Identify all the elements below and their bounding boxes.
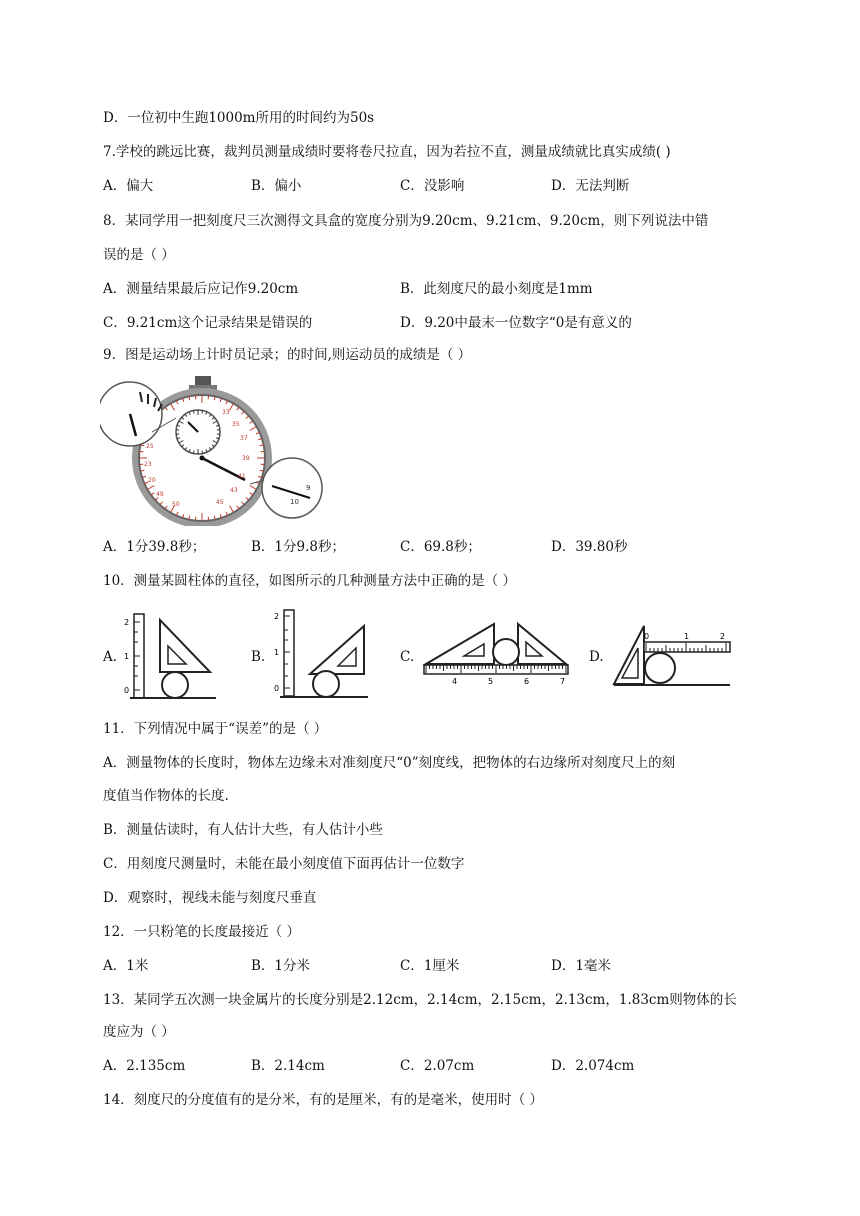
big-dial-label: 41	[238, 473, 246, 480]
zoom-label: 9	[306, 484, 311, 492]
big-dial-label: 43	[230, 487, 238, 494]
scale-label: 0	[274, 684, 280, 693]
figure-d-label: D.	[589, 649, 604, 665]
figure-c-label: C.	[400, 649, 415, 665]
question-9-stem: 9．图是运动场上计时员记录；的时间,则运动员的成绩是（ ）	[103, 347, 472, 363]
tick-mark	[202, 410, 203, 413]
question-11-option-d: D．观察时，视线未能与刻度尺垂直	[103, 890, 317, 906]
scale-label: 1	[684, 632, 690, 641]
big-dial-label: 33	[222, 409, 230, 416]
figure-a-label: A.	[103, 649, 118, 665]
stopwatch-crown	[195, 376, 211, 386]
big-dial-label: 45	[216, 499, 224, 506]
scale-label: 2	[124, 618, 130, 627]
tick-mark	[193, 410, 194, 413]
figure-b-label: B.	[251, 649, 266, 665]
question-11-option-a-line1: A．测量物体的长度时，物体左边缘未对准刻度尺“0”刻度线，把物体的右边缘所对刻度尺上的刻	[103, 755, 676, 771]
question-13-stem-line2: 度应为（ ）	[103, 1024, 175, 1040]
question-12-option-c: C．1厘米	[400, 958, 460, 974]
question-11-option-a-line2: 度值当作物体的长度.	[103, 788, 229, 804]
measure-figure-d	[608, 624, 732, 688]
question-6-option-d: D．一位初中生跑1000m所用的时间约为50s	[103, 110, 375, 126]
scale-label: 1	[124, 652, 130, 661]
tick-mark	[202, 451, 203, 454]
zoom-bubble-right	[262, 458, 322, 518]
cylinder-a	[162, 672, 188, 698]
triangle-c-right	[518, 624, 566, 664]
scale-label: 6	[524, 677, 530, 686]
scale-label: 1	[274, 648, 280, 657]
cylinder-d	[645, 653, 675, 683]
question-8-option-b: B．此刻度尺的最小刻度是1mm	[400, 281, 593, 297]
question-8-stem-line1: 8．某同学用一把刻度尺三次测得文具盒的宽度分别为9.20cm、9.21cm、9.20cm，则下列说法中错	[103, 213, 709, 229]
question-12-option-b: B．1分米	[251, 958, 311, 974]
scale-label: 0	[124, 686, 130, 695]
question-13-stem-line1: 13．某同学五次测一块金属片的长度分别是2.12cm，2.14cm，2.15cm，2.13cm，1.83cm则物体的长	[103, 992, 737, 1008]
question-13-option-a: A．2.135cm	[103, 1058, 186, 1074]
question-7-option-c: C．没影响	[400, 178, 465, 194]
question-12-option-d: D．1毫米	[551, 958, 611, 974]
question-12-stem: 12．一只粉笔的长度最接近（ ）	[103, 924, 300, 940]
big-dial-label: 23	[144, 461, 152, 468]
question-8-option-d: D．9.20中最末一位数字“0是有意义的	[400, 315, 632, 331]
measure-figure-c	[420, 620, 572, 686]
question-7-option-a: A．偏大	[103, 178, 154, 194]
big-dial-label: 39	[242, 455, 250, 462]
question-9-option-d: D．39.80秒	[551, 539, 628, 555]
question-8-stem-line2: 误的是（ ）	[103, 247, 175, 263]
question-8-option-a: A．测量结果最后应记作9.20cm	[103, 281, 299, 297]
question-7-option-b: B．偏小	[251, 178, 302, 194]
big-dial-label: 20	[148, 477, 156, 484]
big-dial-label: 49	[156, 491, 164, 498]
ruler-d	[644, 642, 730, 652]
question-13-option-c: C．2.07cm	[400, 1058, 475, 1074]
big-dial-label: 37	[240, 435, 248, 442]
big-dial-label: 35	[232, 421, 240, 428]
question-11-option-b: B．测量估读时，有人估计大些，有人估计小些	[103, 822, 383, 838]
question-11-option-c: C．用刻度尺测量时，未能在最小刻度值下面再估计一位数字	[103, 856, 465, 872]
scale-label: 4	[452, 677, 458, 686]
big-dial-label: 25	[146, 443, 154, 450]
question-9-option-b: B．1分9.8秒；	[251, 539, 345, 555]
stopwatch-pivot	[200, 456, 205, 461]
question-7-option-d: D．无法判断	[551, 178, 630, 194]
measure-figure-a	[120, 612, 220, 702]
question-10-stem: 10．测量某圆柱体的直径，如图所示的几种测量方法中正确的是（ ）	[103, 573, 516, 589]
tick-mark	[193, 451, 194, 454]
ruler-b	[284, 610, 294, 696]
question-12-option-a: A．1米	[103, 958, 149, 974]
big-dial-label: 50	[172, 501, 180, 508]
question-14-stem: 14．刻度尺的分度值有的是分米，有的是厘米，有的是毫米，使用时（ ）	[103, 1092, 543, 1108]
question-11-stem: 11．下列情况中属于“误差”的是（ ）	[103, 721, 328, 737]
measure-figure-b	[270, 608, 370, 700]
question-13-option-d: D．2.074cm	[551, 1058, 635, 1074]
scale-label: 5	[488, 677, 494, 686]
scale-label: 0	[644, 632, 650, 641]
question-13-option-b: B．2.14cm	[251, 1058, 325, 1074]
question-8-option-c: C．9.21cm这个记录结果是错误的	[103, 315, 313, 331]
scale-label: 2	[274, 612, 280, 621]
cylinder-c	[493, 639, 519, 665]
question-9-option-a: A．1分39.8秒；	[103, 539, 206, 555]
triangle-d	[614, 626, 644, 684]
question-7-stem: 7.学校的跳远比赛，裁判员测量成绩时要将卷尺拉直，因为若拉不直，测量成绩就比真实成绩( )	[103, 144, 671, 160]
cylinder-b	[313, 671, 339, 697]
question-9-option-c: C．69.8秒；	[400, 539, 481, 555]
scale-label: 7	[560, 677, 566, 686]
scale-label: 2	[720, 632, 726, 641]
zoom-label: 10	[290, 498, 299, 506]
stopwatch-figure	[100, 374, 330, 526]
